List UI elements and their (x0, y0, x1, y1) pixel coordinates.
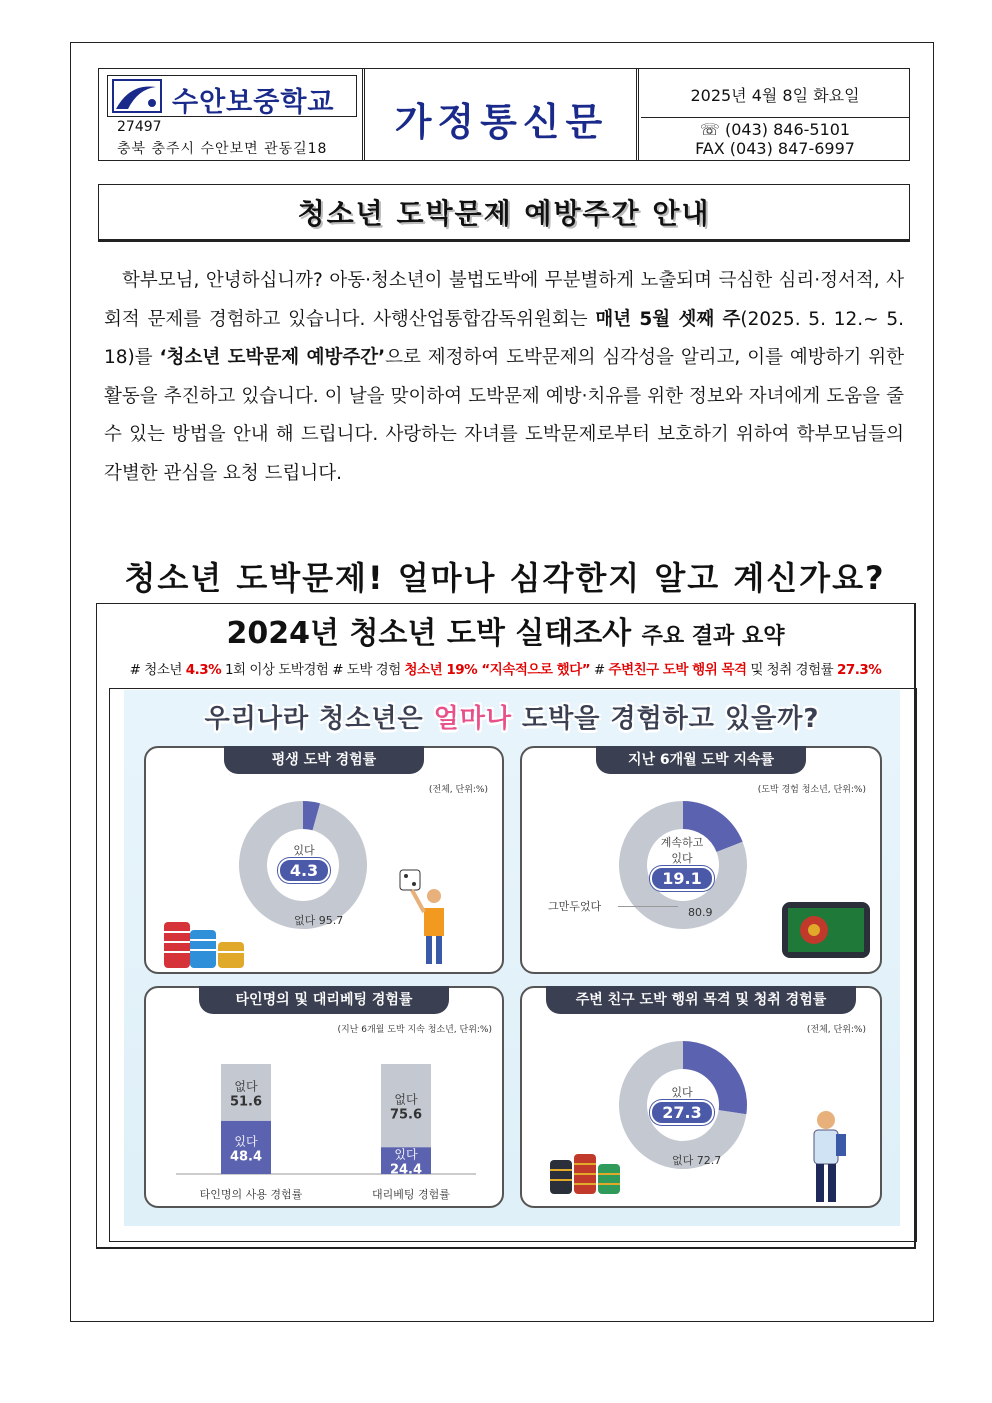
panel-proxy-betting (144, 986, 504, 1208)
phone-number: ☏ (043) 846-5101 (699, 120, 851, 139)
slice-label: 계속하고 있다 (660, 836, 704, 865)
x-tick-label: 대리베팅 경험률 (372, 1188, 450, 1201)
stacked-bar-chart (166, 1044, 486, 1184)
bar-value-label: 48.4 (229, 1149, 263, 1165)
unit-note: (도박 경험 청소년, 단위:%) (757, 785, 866, 795)
section-question: 청소년 도박문제! 얼마나 심각한지 알고 계신가요? (124, 559, 886, 597)
person-with-dice-icon (392, 868, 462, 968)
fax-number: FAX (043) 847-6997 (695, 139, 855, 158)
infographic-banner (124, 698, 900, 735)
panel-title: 타인명의 및 대리베팅 경험률 (199, 986, 449, 1014)
highlight-text: # 청소년 (129, 662, 186, 678)
school-logo (107, 75, 357, 117)
panel-title: 평생 도박 경험률 (224, 746, 424, 774)
rest-label (294, 912, 343, 928)
rest-value: 80.9 (688, 906, 713, 919)
subject-heading: 청소년 도박문제 예방주간 안내 (98, 184, 910, 242)
panel-lifetime-experience (144, 746, 504, 974)
zip-code: 27497 (117, 119, 162, 135)
highlight-text: # (590, 662, 609, 678)
slice-label: 있다 (293, 844, 315, 857)
bar-series-label: 없다 (394, 1092, 418, 1107)
person-with-phone-icon (798, 1108, 858, 1204)
slice-label: 없다 (294, 914, 316, 927)
survey-title (97, 608, 914, 652)
phone-roulette-icon (778, 896, 874, 966)
school-name: 수안보중학교 (172, 87, 335, 118)
bar-value-label: 24.4 (389, 1162, 423, 1178)
casino-chips-icon (160, 908, 260, 970)
banner-highlight: 얼마나 (433, 704, 512, 734)
casino-chips-icon (546, 1146, 636, 1196)
highlight-red: 27.3% (836, 662, 882, 678)
slice-label: 있다 (671, 1086, 693, 1099)
body-paragraph (104, 262, 904, 493)
slice-value: 4.3 (278, 858, 330, 883)
bar-value-label: 75.6 (389, 1107, 423, 1123)
survey-highlights (97, 658, 914, 678)
unit-note: (지난 6개월 도박 지속 청소년, 단위:%) (337, 1025, 492, 1035)
letter-header (98, 68, 910, 161)
school-address: 충북 충주시 수안보면 관동길18 (117, 141, 328, 157)
highlight-text: 1회 이상 도박경험 # 도박 경험 (221, 662, 405, 678)
body-bold-run: 매년 5월 셋째 주 (595, 308, 741, 330)
document-title: 가정통신문 (394, 100, 609, 144)
body-text-run: (2025. 5. 12.~ 5. 18)를 (104, 308, 905, 368)
divider (641, 117, 909, 118)
banner-text: 우리나라 청소년은 (204, 704, 434, 734)
slice-value: 72.7 (696, 1154, 722, 1167)
x-tick-label: 타인명의 사용 경험률 (199, 1188, 303, 1201)
rest-label: 그만두었다 (548, 900, 602, 913)
slice-value: 95.7 (318, 914, 344, 927)
panel-friend-witness (520, 986, 882, 1208)
bar-series-label: 있다 (394, 1147, 418, 1162)
rest-label (672, 1152, 721, 1168)
title-cell (367, 69, 639, 160)
slice-value: 19.1 (650, 866, 713, 891)
infographic (124, 690, 900, 1226)
contact-numbers (641, 120, 909, 158)
slice-value: 27.3 (650, 1100, 713, 1125)
body-bold-run: ‘청소년 도박문제 예방주간’ (159, 347, 386, 368)
highlight-red: 청소년 19% “지속적으로 했다” (404, 662, 591, 678)
donut-center-label (642, 834, 722, 891)
slice-label: 없다 (672, 1154, 694, 1167)
issue-date: 2025년 4월 8일 화요일 (690, 86, 860, 105)
donut-center-label (642, 1084, 722, 1125)
body-text-run: 으로 제정하여 도박문제의 심각성을 알리고, 이를 예방하기 위한 활동을 추진하고 있습니다. 이 날을 맞이하여 도박문제 예방·치유를 위한 정보와 자녀에게 도움을 줄 수 있는 방법을 안내 해 드립니다. 사랑하는 자녀를 도박문제로부터 보호하기 위하여 학부모님들의 각별한 관심을 요청 드립니다. (104, 347, 904, 484)
unit-note: (전체, 단위:%) (806, 1025, 866, 1035)
bar-series-label: 있다 (234, 1134, 258, 1149)
panel-title: 주변 친구 도박 행위 목격 및 청취 경험률 (546, 986, 856, 1014)
school-emblem-icon (112, 79, 162, 113)
contact-cell (641, 69, 909, 160)
body-text (104, 262, 904, 493)
panel-title: 지난 6개월 도박 지속률 (596, 746, 806, 774)
panel-continuation-rate (520, 746, 882, 974)
highlight-red: 4.3% (185, 662, 222, 678)
body-text-run: 학부모님, 안녕하십니까? 아동·청소년이 불법도박에 무분별하게 노출되며 극심한 심리·정서적, 사회적 문제를 경험하고 있습니다. 사행산업통합감독위원회는 (104, 270, 904, 330)
highlight-text: 및 청취 경험률 (746, 662, 837, 678)
banner-text: 도박을 경험하고 있을까? (512, 704, 820, 734)
highlight-red: 주변친구 도박 행위 목격 (608, 662, 747, 678)
survey-title-sub: 주요 결과 요약 (641, 624, 785, 649)
survey-title-main: 2024년 청소년 도박 실태조사 (226, 616, 632, 651)
school-info-cell (99, 69, 365, 160)
leader-line (618, 906, 678, 907)
bar-series-label: 없다 (234, 1079, 258, 1094)
donut-center-label (264, 842, 344, 883)
bar-value-label: 51.6 (229, 1094, 263, 1110)
unit-note: (전체, 단위:%) (428, 785, 488, 795)
